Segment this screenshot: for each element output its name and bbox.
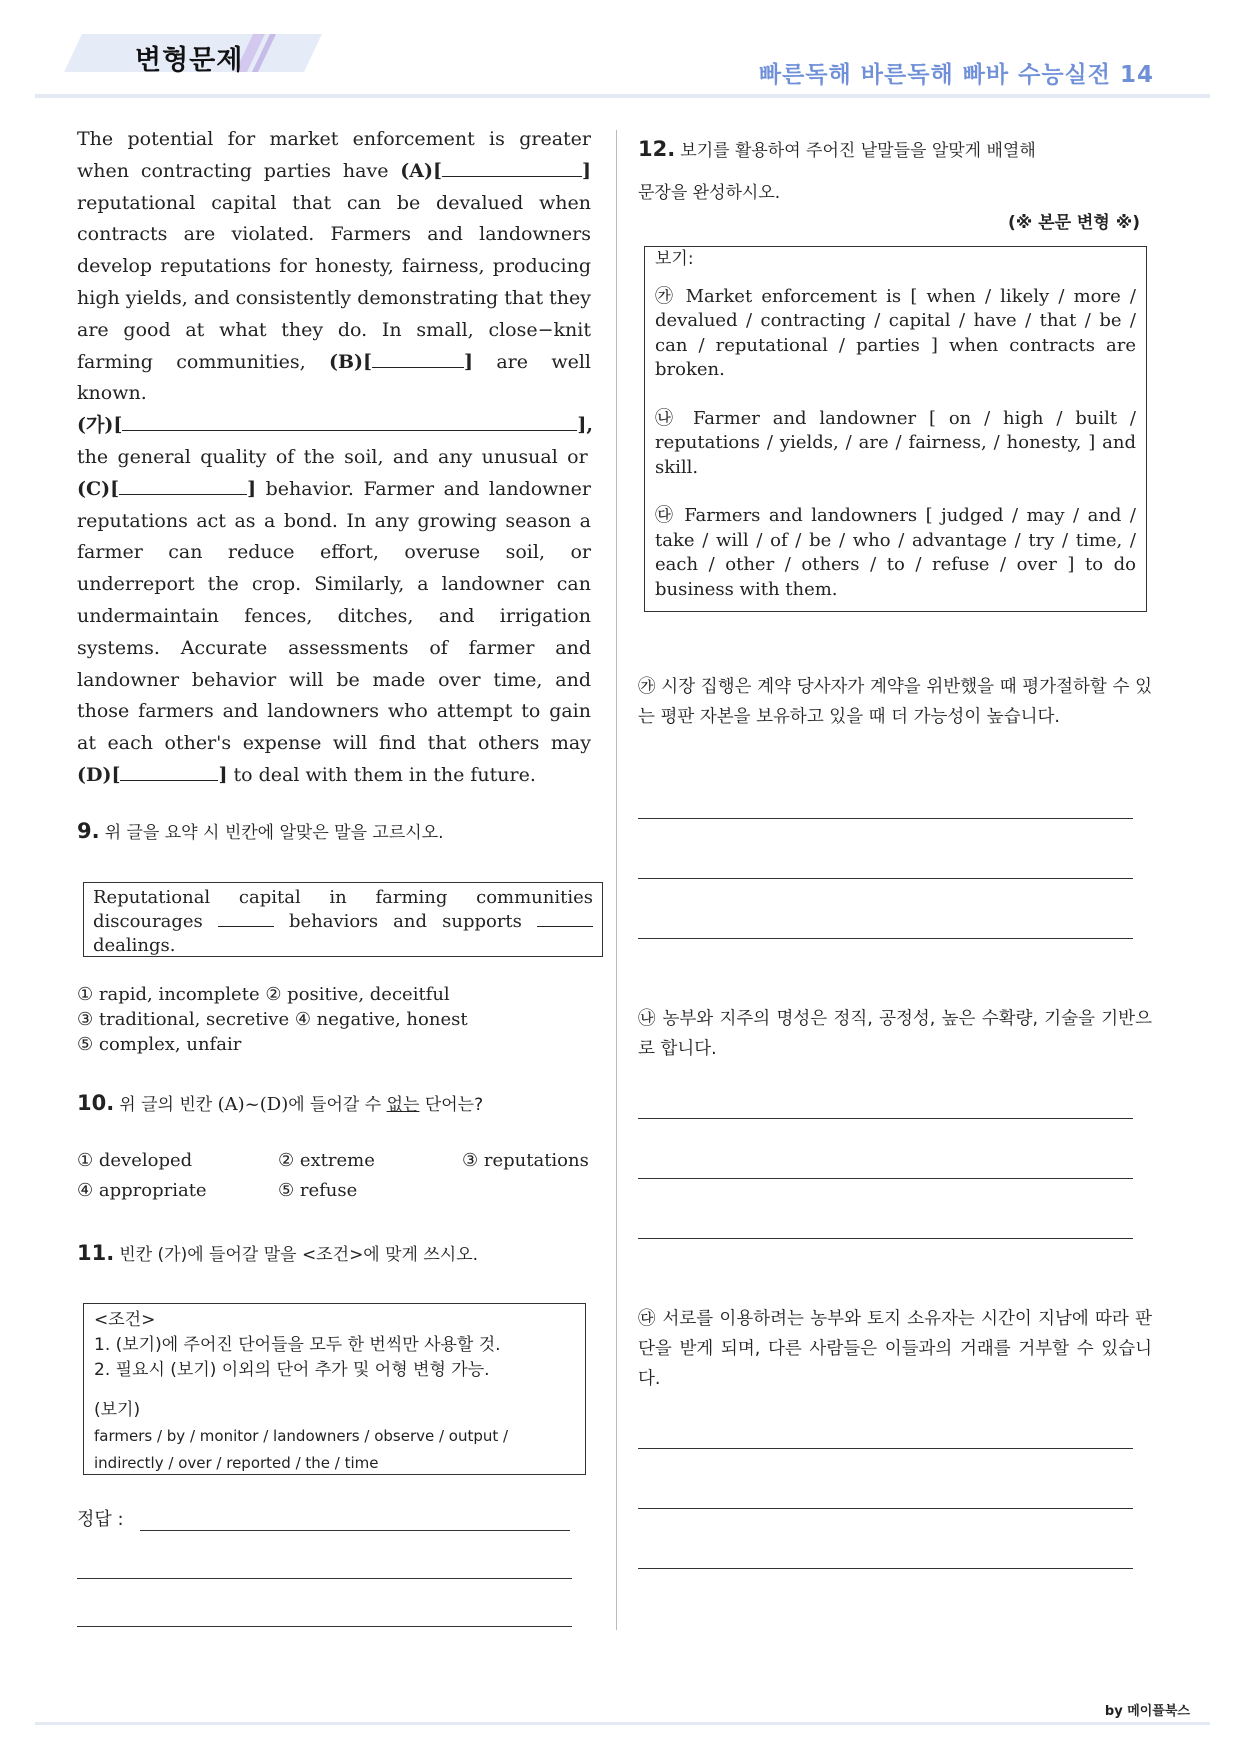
option-row[interactable]: ① rapid, incomplete ② positive, deceitful [77, 984, 450, 1005]
translation-na: ㉯ 농부와 지주의 명성은 정직, 공정성, 높은 수확량, 기술을 기반으로 합니다. [638, 1009, 1152, 1059]
answer-line[interactable] [638, 818, 1133, 819]
translation-ga: ㉮ 시장 집행은 계약 당사자가 계약을 위반했을 때 평가절하할 수 있는 평판 자본을 보유하고 있을 때 더 가능성이 높습니다. [638, 677, 1152, 727]
condition-box [83, 1303, 586, 1475]
translation-da: ㉰ 서로를 이용하려는 농부와 토지 소유자는 시간이 지남에 따라 판단을 받게 되며, 다른 사람들은 이들과의 거래를 거부할 수 있습니다. [638, 1309, 1152, 1389]
question-number: 10. [77, 1091, 115, 1115]
summary-box: Reputational capital in farming communities discourages behaviors and supports dealings. [83, 882, 603, 957]
question-number: 9. [77, 819, 100, 843]
option-3[interactable]: ③ reputations [462, 1150, 589, 1171]
blank-a: (A)[ ] [400, 159, 591, 182]
answer-line[interactable] [638, 878, 1133, 879]
option-2[interactable]: ② extreme [278, 1150, 375, 1171]
bogi-box [644, 246, 1147, 612]
answer-line[interactable] [140, 1530, 570, 1531]
emphasis-word: 없는 [386, 1095, 420, 1115]
question-prompt: 빈칸 (가)에 들어갈 말을 <조건>에 맞게 쓰시오. [119, 1245, 479, 1265]
option-4[interactable]: ④ appropriate [77, 1180, 207, 1201]
question-11 [77, 1240, 478, 1265]
bogi-word-list: farmers / by / monitor / landowners / observe / output / indirectly / over / reported / the / time [94, 1427, 509, 1472]
blank-d: (D)[ ] [77, 763, 228, 786]
question-10: 10. 위 글의 빈칸 (A)~(D)에 들어갈 수 없는 단어는? [77, 1091, 484, 1115]
answer-line[interactable] [638, 1508, 1133, 1509]
question-prompt-cont: 문장을 완성하시오. [638, 183, 781, 203]
page-title: 변형문제 [135, 45, 244, 76]
condition-2: 2. 필요시 (보기) 이외의 단어 추가 및 어형 변형 가능. [94, 1360, 490, 1380]
header-rule [35, 94, 1210, 98]
question-12 [638, 136, 1036, 161]
column-divider [616, 130, 617, 1630]
condition-title: <조건> [94, 1310, 156, 1330]
answer-line[interactable] [77, 1578, 572, 1579]
bogi-item-ga: ㉮ Market enforcement is [ when / likely / more / devalued / contracting / capital / have / that / be / can / reputational / parties ] when contracts are broken. [655, 285, 1136, 380]
question-number: 12. [638, 137, 676, 161]
blank-b: (B)[ ] [329, 350, 474, 373]
answer-line[interactable] [638, 1238, 1133, 1239]
q9-options [77, 982, 468, 1057]
answer-line[interactable] [638, 1178, 1133, 1179]
blank-c: (C)[ ] [77, 477, 257, 500]
series-title: 빠른독해 바른독해 빠바 수능실전 14 [758, 62, 1154, 88]
question-prompt: 위 글을 요약 시 빈칸에 알맞은 말을 고르시오. [104, 823, 444, 843]
blank-ga: (가)[ ], [77, 414, 593, 437]
answer-line[interactable] [77, 1626, 572, 1627]
reading-passage: The potential for market enforcement is greater when contracting parties have (A)[ ] reputational capital that can be devalued when contracts are violated. Farmers and landowners develop reputations for honesty, fairness, producing high yields, and consistently demonstrating that they are good at what they do. In small, close−knit farming communities, (B)[ ] are well known. (가)[ ], the general quality of the soil, and any unusual or (C)[ ] behavior. Farmer and landowner reputations act as a bond. In any growing season a farmer can reduce effort, overuse soil, or underreport the crop. Similarly, a landowner can undermaintain fences, ditches, and irrigation systems. Accurate assessments of farmer and landowner behavior will be made over time, and those farmers and landowners who attempt to gain at each other's expense will find that others may (D)[ ] to deal with them in the future. [77, 128, 593, 786]
question-prompt: 보기를 활용하여 주어진 낱말들을 알맞게 배열해 [680, 141, 1036, 161]
bogi-box-title: 보기: [655, 249, 694, 269]
option-row[interactable]: ③ traditional, secretive ④ negative, honest [77, 1009, 468, 1030]
footer-credit: by 메이플북스 [1104, 1704, 1190, 1719]
option-5[interactable]: ⑤ refuse [278, 1180, 358, 1201]
bogi-item-na: ㉯ Farmer and landowner [ on / high / built / reputations / yields, / are / fairness, / honesty, ] and skill. [655, 407, 1136, 478]
answer-label: 정답 : [77, 1509, 124, 1530]
question-9 [77, 818, 444, 843]
condition-1: 1. (보기)에 주어진 단어들을 모두 한 번씩만 사용할 것. [94, 1335, 501, 1355]
footer-rule [35, 1722, 1210, 1725]
option-1[interactable]: ① developed [77, 1150, 193, 1171]
answer-line[interactable] [638, 1448, 1133, 1449]
answer-line[interactable] [638, 938, 1133, 939]
answer-line[interactable] [638, 1568, 1133, 1569]
answer-line[interactable] [638, 1118, 1133, 1119]
bogi-title: (보기) [94, 1400, 141, 1420]
question-number: 11. [77, 1241, 115, 1265]
bogi-item-da: ㉰ Farmers and landowners [ judged / may / and / take / will / of / be / who / advantage / try / time, / each / other / others / to / refuse / over ] to do business with them. [655, 505, 1136, 600]
variant-tag: (※ 본문 변형 ※) [1007, 213, 1140, 233]
option-row[interactable]: ⑤ complex, unfair [77, 1034, 242, 1055]
